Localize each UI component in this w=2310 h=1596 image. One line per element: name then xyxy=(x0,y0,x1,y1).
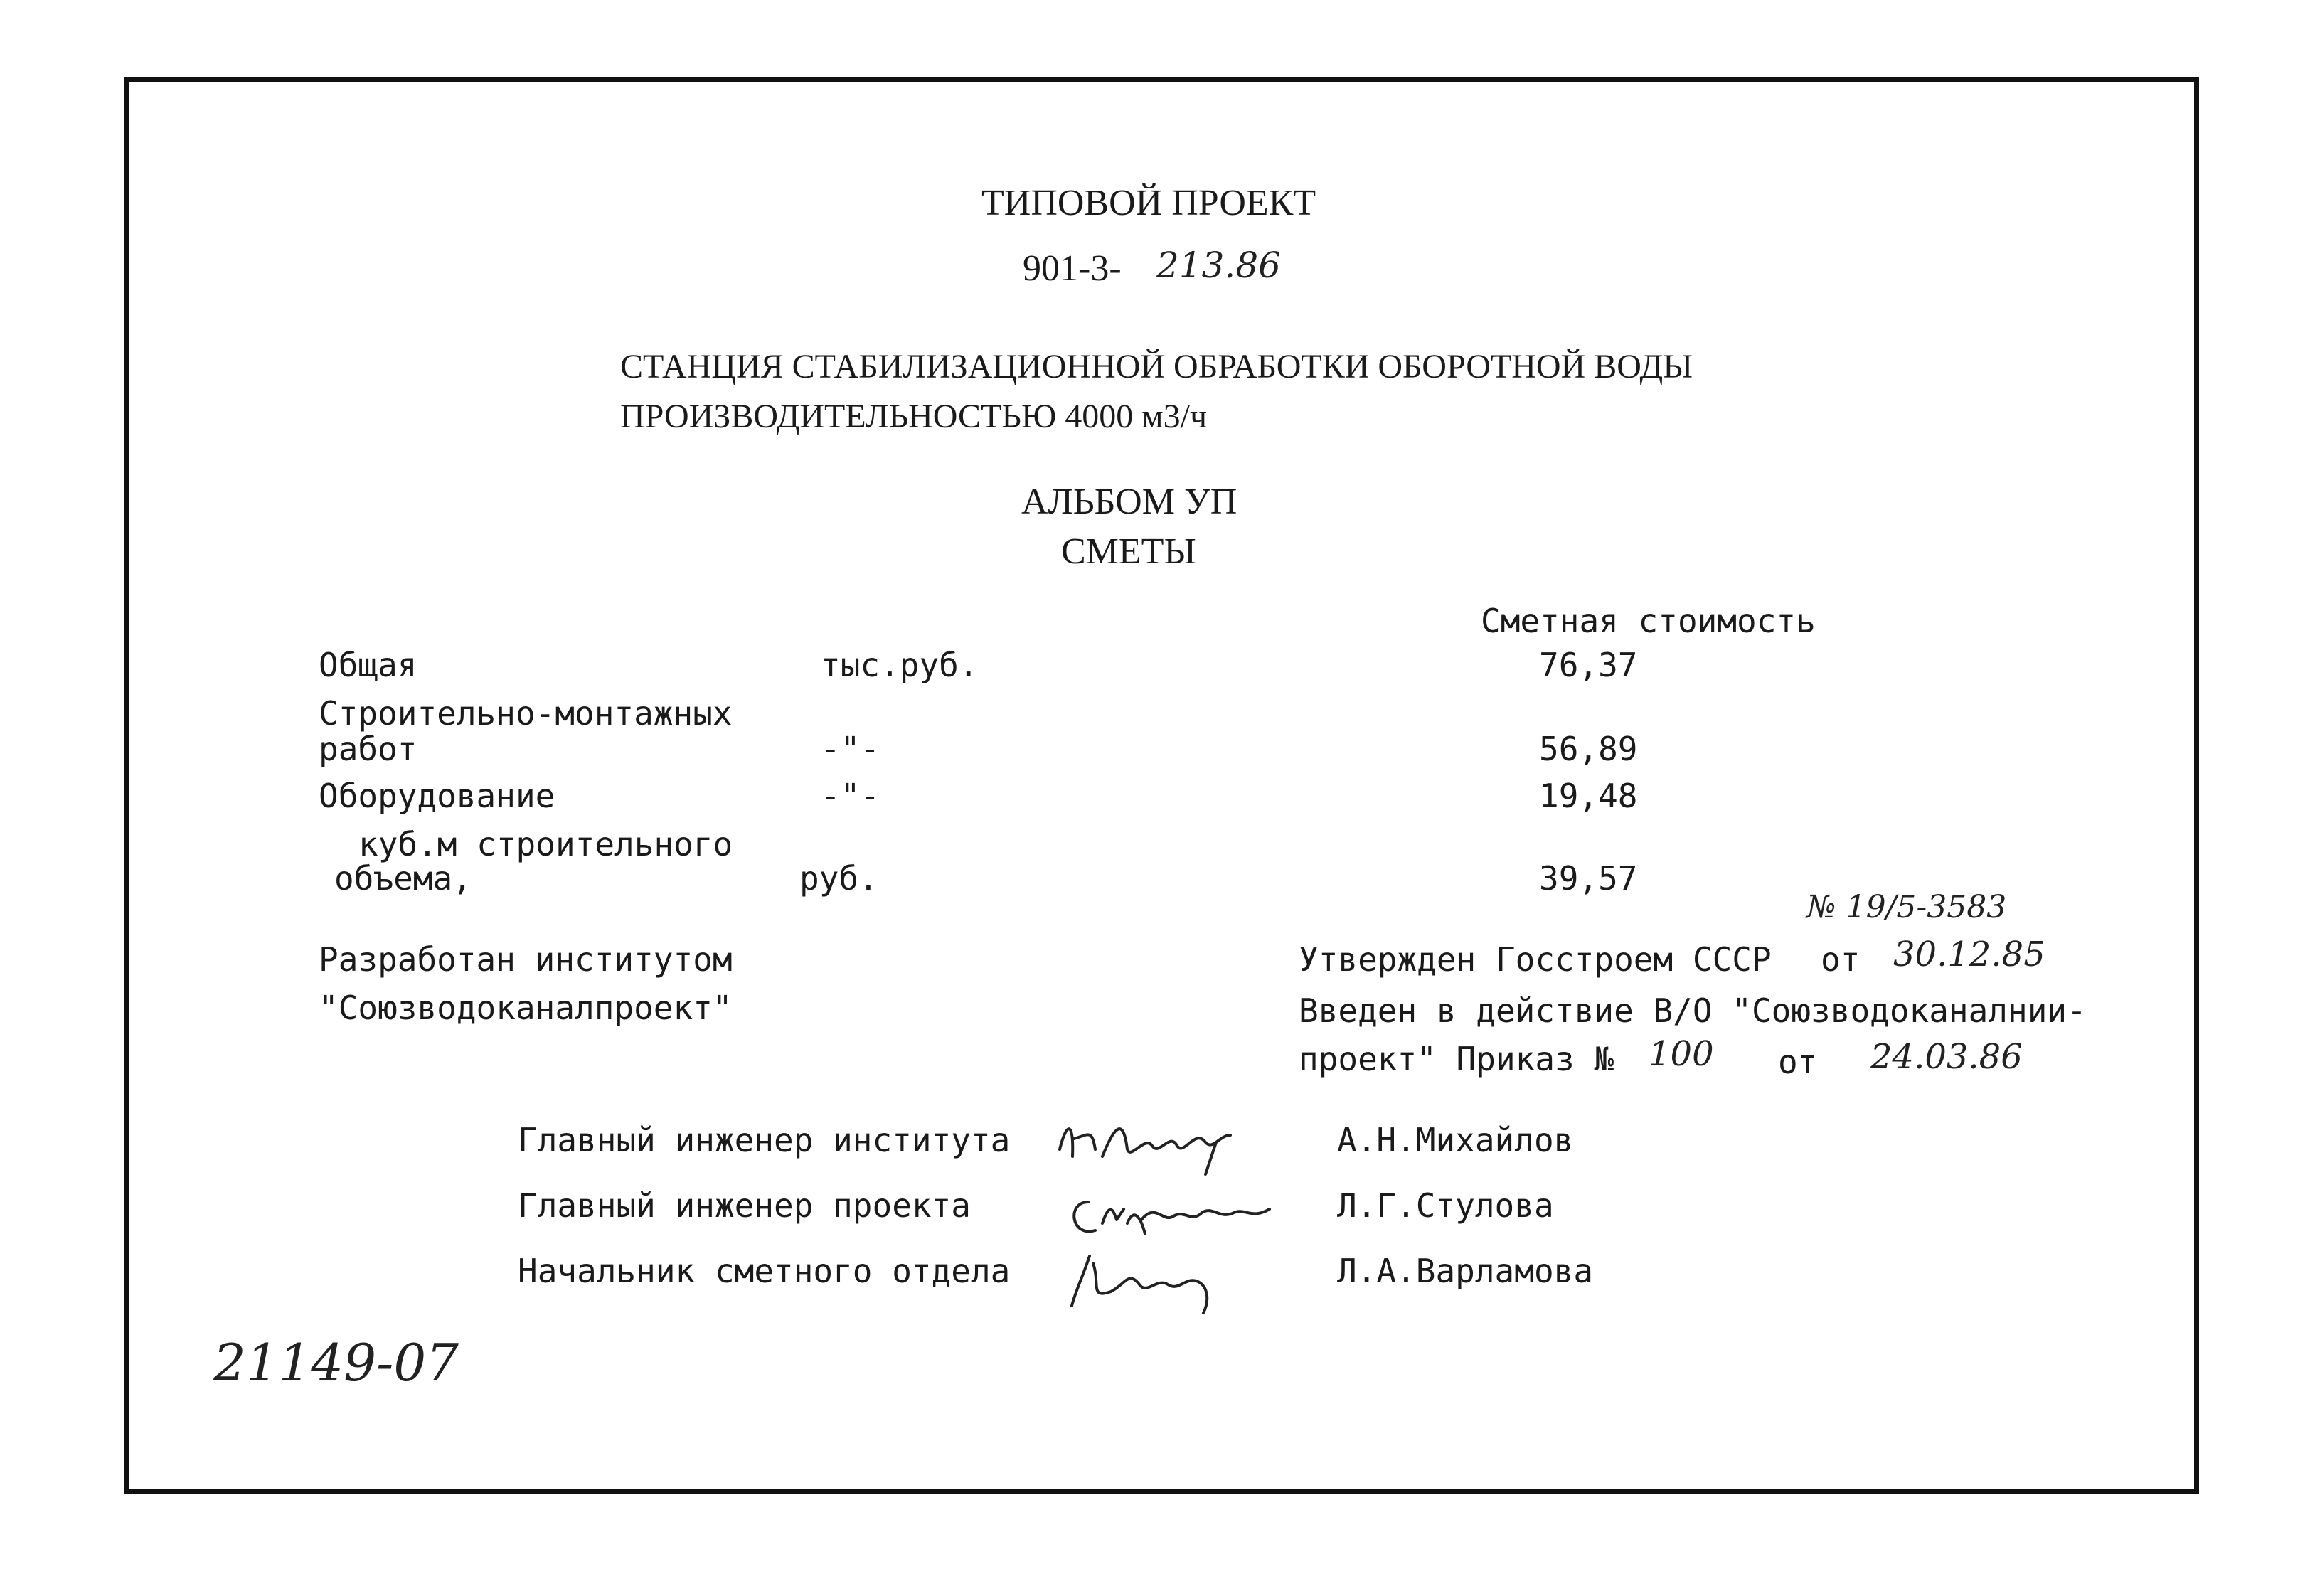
approval-line2: Введен в действие В/О "Союзводоканалнии- xyxy=(1299,991,2087,1030)
approval-number: № 19/5-3583 xyxy=(1806,889,2007,925)
approval-line1: Утвержден Госстроем СССР xyxy=(1299,940,1772,979)
project-number: 213.86 xyxy=(1156,245,1281,286)
cost-row-value: 56,89 xyxy=(1539,730,1638,768)
cost-row-unit: -"- xyxy=(821,730,880,768)
cost-row-unit: руб. xyxy=(799,859,878,898)
developer-line1: Разработан институтом xyxy=(319,940,733,979)
approval-date: 30.12.85 xyxy=(1893,935,2045,974)
signatory-name: Л.А.Варламова xyxy=(1337,1252,1594,1290)
approval-date-prefix: от xyxy=(1821,940,1861,979)
doc-type-heading: ТИПОВОЙ ПРОЕКТ xyxy=(981,183,1316,223)
project-title-line2: ПРОИЗВОДИТЕЛЬНОСТЬЮ 4000 м3/ч xyxy=(620,398,1208,435)
cost-row-unit: тыс.руб. xyxy=(821,646,979,684)
handwritten-signature xyxy=(1067,1181,1294,1252)
order-date: 24.03.86 xyxy=(1870,1037,2023,1077)
cost-row-label-cont: работ xyxy=(319,730,417,768)
cost-column-header: Сметная стоимость xyxy=(1481,602,1816,640)
handwritten-signature xyxy=(1053,1107,1266,1178)
album-heading: АЛЬБОМ УП xyxy=(1021,482,1238,522)
cost-row-label-cont: объема, xyxy=(334,859,472,898)
signatory-name: А.Н.Михайлов xyxy=(1337,1121,1574,1159)
order-date-prefix: от xyxy=(1778,1043,1818,1081)
cost-row-label: Оборудование xyxy=(319,777,555,815)
handwritten-signature xyxy=(1061,1242,1246,1320)
approval-line3: проект" Приказ № xyxy=(1299,1040,1614,1078)
signatory-role: Начальник сметного отдела xyxy=(518,1252,1011,1290)
signatory-role: Главный инженер проекта xyxy=(518,1186,971,1225)
cost-row-value: 76,37 xyxy=(1539,646,1638,684)
developer-line2: "Союзводоканалпроект" xyxy=(319,989,733,1027)
project-prefix: 901-3- xyxy=(1023,248,1122,289)
album-subtitle: СМЕТЫ xyxy=(1061,531,1196,572)
cost-row-unit: -"- xyxy=(821,777,880,815)
cost-row-value: 39,57 xyxy=(1539,859,1638,898)
inventory-number: 21149-07 xyxy=(213,1333,459,1393)
signatory-role: Главный инженер института xyxy=(518,1121,1011,1159)
cost-row-label: Строительно-монтажных xyxy=(319,694,733,733)
project-title-line1: СТАНЦИЯ СТАБИЛИЗАЦИОННОЙ ОБРАБОТКИ ОБОРОТНОЙ ВОДЫ xyxy=(620,348,1693,385)
cost-row-label: Общая xyxy=(319,646,417,684)
cost-row-value: 19,48 xyxy=(1539,777,1638,815)
cost-row-label: куб.м строительного xyxy=(358,825,733,863)
signatory-name: Л.Г.Стулова xyxy=(1337,1186,1554,1225)
order-number: 100 xyxy=(1649,1034,1714,1074)
